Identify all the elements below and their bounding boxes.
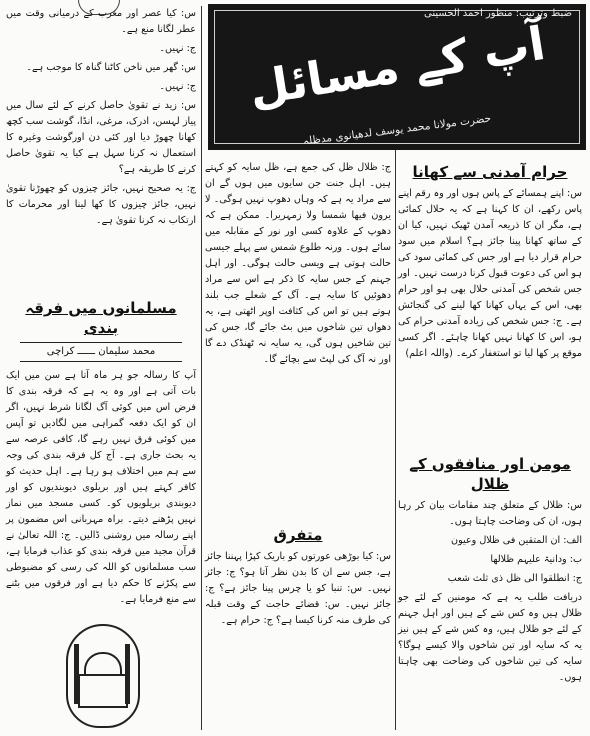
section-text-haram-income: س: اپنے ہمسائے کے پاس ہوں اور وہ رقم اپنے پاس رکھے، ان کا کہنا ہے کہ یہ حلال کمائی ہے، مگر ان کا ذریعہ آمدن ٹھیک نہیں، کیا ان کے ساتھ کھانا پینا جائز ہے؟ اسلام میں سود حرام قرار دیا ہے اور جس کی کمائی سود کی ہو اس کی دعوت قبول کرنا درست نہیں۔ اور جس شخص کی آمدنی حلال بھی ہو اور حرام بھی، اس کے یہاں کھانا کھا لینے کی گنجائش ہے۔ ج: جس شخص کی زیادہ آمدنی حرام کی ہو، اس کا کھانا نہیں کھانا چاہئے۔ اگر کسی موقع پر کھا لیا تو استغفار کرے۔ (واللہ اعلم) xyxy=(398,188,582,359)
qa-line-4: ج: نہیں۔ xyxy=(159,81,196,92)
qa-line-5: س: زید نے تقویٰ حاصل کرنے کے لئے سال میں پیاز لہسن، ادرک، مرغی، انڈا، گوشت سب کچھ کھانا چھوڑ دیا اور کئی دن اورگوشت وغیرہ کا استعمال نہ کرنا سہل ہے کیا یہ تقویٰ حاصل کرنے کا طریقہ ہے؟ xyxy=(6,100,196,175)
middle-misc xyxy=(205,523,391,632)
arabic-line-a: الف: ان المتقین فی ظلال وعیون xyxy=(451,535,582,546)
qa-line-2: ج: نہیں۔ xyxy=(159,43,196,54)
banner-title: آپ کے مسائل xyxy=(245,15,549,117)
institution-emblem xyxy=(62,620,142,728)
right-section xyxy=(398,160,582,365)
middle-answer-text: ج: ظلال ظل کی جمع ہے، ظل سایہ کو کہتے ہیں۔ اہل جنت جن سایوں میں ہوں گے ان سے مراد یہ ہے کہ وہاں دھوپ نہیں ہوگی۔ لا یرون فیھا شمسا ولا زمہریرا۔ ممکن ہے کہ دھوپ کے علاوہ کسی اور نور کے مقابلہ میں سائے ہوں۔ ورنہ طلوع شمس سے پہلے جیسی حالت ہوتی ہے ویسی حالت ہوگی۔ اور اہل جہنم کے جس سایہ کا ذکر ہے اس سے مراد دھوئیں کا سایہ ہے۔ آگ کے شعلے جب بلند ہوتے ہیں تو اس کی کثافت اوپر اٹھتی ہے، یہ دھواں تین شاخوں میں بٹ جائے گا، جس کی تین شاخیں ہوں گی، یہ سایہ نہ ٹھنڈک دے گا اور نہ آگ کی لپٹ سے بچائے گا۔ xyxy=(205,162,391,365)
qa-line-6: ج: یہ صحیح نہیں، جائز چیزوں کو چھوڑنا تقویٰ نہیں، جائز چیزوں کا کھا لینا اور محرمات کا ارتکاب نہ کرنا تقویٰ ہے۔ xyxy=(6,183,196,226)
section-title-shades: مومن اور منافقوں کے ظلال xyxy=(409,455,571,493)
section-title-haram-income: حرام آمدنی سے کھانا xyxy=(412,163,568,181)
column-divider-right xyxy=(395,150,396,730)
section-text-sectarianism: آپ کا رسالہ جو ہر ماہ آتا ہے سن میں ایک بات آتی ہے اور وہ یہ ہے کہ فرقہ بندی کا فرض اس میں کوئی آگ لگانا شرط نہیں، اگر ان کو ایک دفعہ گمراہی میں لگادیں تو آپس میں کوئی فرق نہیں رہے گا، کافی عرصہ سے یہ بحث جاری ہے۔ آج کل فرقہ بندی کی وجہ سے ہم میں اختلاف ہو رہا ہے۔ اہل حدیث کو کافر کہتے ہیں اور بریلوی دیوبندیوں کو اور دیوبندی بریلویوں کو۔ کسی مسجد میں نماز نہیں پڑھنے دیتے۔ براہ مہربانی اس مضمون پر اپنے رسالہ میں روشنی ڈالیں۔ ج: اللہ تعالیٰ نے قرآن مجید میں فرقہ بندی کو عذاب فرمایا ہے، سب مسلمانوں کو اللہ کی رسی کو مضبوطی سے پکڑنے کا حکم دیا ہے اور فرقوں میں بٹنے سے منع فرمایا ہے۔ xyxy=(6,370,196,605)
emblem-building xyxy=(78,674,128,708)
left-section xyxy=(6,296,196,611)
section-text-shades-2: دریافت طلب یہ ہے کہ مومنین کے لئے جو ظلال ہیں وہ کس شے کے ہیں اور اہل جہنم کے لئے جو ظلال ہیں، وہ کس شے کے ہیں نیز یہ کہ سایہ اور تین شاخوں والا کیسے ہوگا؟ سایہ کی تین شاخوں کی وضاحت بھی چاہتا ہوں۔ xyxy=(398,592,582,683)
misc-text: س: کیا بوڑھی عورتوں کو باریک کپڑا پہننا جائز ہے، جس سے ان کا بدن نظر آتا ہو؟ ج: جائز نہیں۔ س: تنبا کو یا چرس پینا جائز ہے؟ ج: جائز نہیں۔ س: قضائے حاجت کے وقت قبلہ کی طرف منہ کرنا کیسا ہے؟ ج: حرام ہے۔ xyxy=(205,551,391,626)
banner-author: حضرت مولانا محمد یوسف لدھیانوی مدظلہ xyxy=(302,112,492,148)
section-text-shades: س: ظلال کے متعلق چند مقامات بیان کر رہا ہوں، ان کی وضاحت چاہتا ہوں۔ xyxy=(398,500,582,527)
emblem-minaret-left xyxy=(74,644,79,704)
emblem-minaret-right xyxy=(125,644,130,704)
section-title-sectarianism: مسلمانوں میں فرقہ بندی xyxy=(25,299,177,337)
qa-line-3: س: گھر میں ناخن کاٹنا گناہ کا موجب ہے۔ xyxy=(26,62,196,73)
left-qa-block xyxy=(6,6,196,232)
banner-compiled-by: ضبط وترتیب: منظور احمد الحسینی xyxy=(424,8,572,19)
arabic-line-b: ب: ودانیۃ علیہم ظلالھا xyxy=(490,554,582,565)
column-divider-left xyxy=(201,6,202,730)
middle-answer xyxy=(205,160,391,515)
arabic-line-c: ج: انطلقوا الی ظل ذی ثلث شعب xyxy=(447,573,582,584)
title-banner xyxy=(208,4,586,150)
section-title-misc: متفرق xyxy=(273,526,323,544)
qa-line-1: س: کیا عصر اور مغرب کے درمیانی وقت میں عطر لگانا منع ہے۔ xyxy=(6,8,196,35)
section-byline: محمد سلیمان ــــــ کراچی xyxy=(20,342,182,362)
right-section-2 xyxy=(398,452,582,689)
